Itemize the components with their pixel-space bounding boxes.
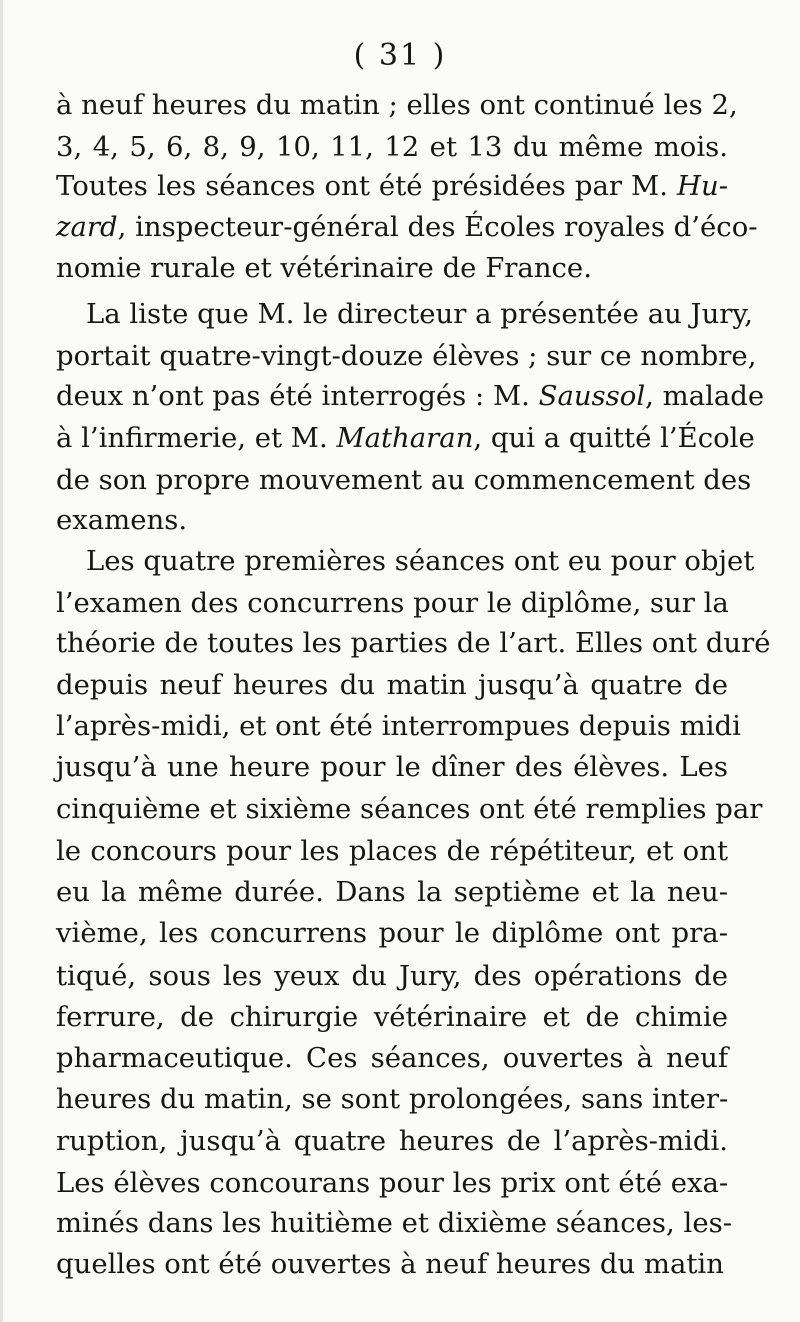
text-segment: Toutes les séances ont été présidées par M. <box>56 170 677 202</box>
text-segment: l’après-midi, et ont été interrompues depuis midi <box>56 710 741 742</box>
italic-name: Saussol <box>538 380 646 412</box>
text-line <box>56 789 763 829</box>
text-segment: , inspecteur-général des Écoles royales d’éco- <box>117 211 758 243</box>
text-segment: depuis neuf heures du matin jusqu’à quatre de <box>56 669 728 701</box>
text-segment: minés dans les huitième et dixième séances, les- <box>56 1207 733 1239</box>
text-segment: nomie rurale et vétérinaire de France. <box>56 252 592 284</box>
text-line <box>56 1163 728 1203</box>
text-segment: le concours pour les places de répétiteur, et ont <box>56 835 728 867</box>
text-segment: à neuf heures du matin ; elles ont continué les 2, <box>56 89 738 121</box>
text-line <box>56 1203 733 1243</box>
text-line <box>56 336 757 376</box>
text-segment: ferrure, de chirurgie vétérinaire et de chimie <box>56 1001 728 1033</box>
text-segment: quelles ont été ouvertes à neuf heures du matin <box>56 1248 724 1280</box>
text-segment: deux n’ont pas été interrogés : M. <box>56 380 539 412</box>
text-line <box>56 747 728 787</box>
text-segment: théorie de toutes les parties de l’art. Elles ont duré <box>56 627 771 659</box>
text-line <box>56 1038 728 1078</box>
text-line <box>56 207 758 247</box>
text-line <box>56 913 728 953</box>
text-line <box>56 956 728 996</box>
italic-name: Matharan <box>336 422 474 454</box>
text-line <box>56 376 765 416</box>
text-line <box>56 1121 728 1161</box>
italic-name: zard <box>56 211 118 243</box>
text-line <box>56 500 728 540</box>
text-segment: , malade <box>645 380 765 412</box>
text-line <box>56 85 738 125</box>
text-line <box>56 418 755 458</box>
text-segment: examens. <box>56 504 188 536</box>
text-line <box>56 872 728 912</box>
text-line <box>56 997 728 1037</box>
text-line <box>56 460 752 500</box>
text-segment: portait quatre-vingt-douze élèves ; sur ce nombre, <box>56 340 757 372</box>
text-line <box>56 665 728 705</box>
text-segment: tiqué, sous les yeux du Jury, des opérations de <box>56 960 728 992</box>
text-line <box>86 294 754 334</box>
text-segment: jusqu’à une heure pour le dîner des élèves. Les <box>56 751 728 783</box>
text-line <box>56 1079 728 1119</box>
text-segment: ruption, jusqu’à quatre heures de l’après-midi. <box>56 1125 728 1157</box>
text-segment: Les élèves concourans pour les prix ont été exa- <box>56 1167 729 1199</box>
text-segment: eu la même durée. Dans la septième et la neu- <box>56 876 728 908</box>
text-line <box>56 706 741 746</box>
text-line <box>56 127 728 167</box>
text-segment: pharmaceutique. Ces séances, ouvertes à neuf <box>56 1042 728 1074</box>
italic-name: Hu- <box>677 170 728 202</box>
text-line <box>56 248 728 288</box>
text-segment: vième, les concurrens pour le diplôme ont pra- <box>56 917 728 949</box>
text-segment: La liste que M. le directeur a présentée au Jury, <box>86 298 754 330</box>
text-segment: 3, 4, 5, 6, 8, 9, 10, 11, 12 et 13 du même mois. <box>56 131 728 163</box>
text-segment: heures du matin, se sont prolongées, sans inter- <box>56 1083 729 1115</box>
text-segment: de son propre mouvement au commencement des <box>56 464 752 496</box>
text-line <box>56 831 728 871</box>
text-line <box>56 623 771 663</box>
text-line <box>56 166 728 206</box>
page-number: ( 31 ) <box>353 38 447 73</box>
text-segment: Les quatre premières séances ont eu pour objet <box>86 545 755 577</box>
page-edge-shadow <box>0 0 3 1322</box>
text-line <box>56 1244 728 1284</box>
text-segment: l’examen des concurrens pour le diplôme, sur la <box>56 587 729 619</box>
text-segment: cinquième et sixième séances ont été remplies par <box>56 793 763 825</box>
text-segment: , qui a quitté l’École <box>473 422 755 454</box>
text-line <box>86 541 755 581</box>
text-line <box>56 583 728 623</box>
text-segment: à l’infirmerie, et M. <box>56 422 337 454</box>
